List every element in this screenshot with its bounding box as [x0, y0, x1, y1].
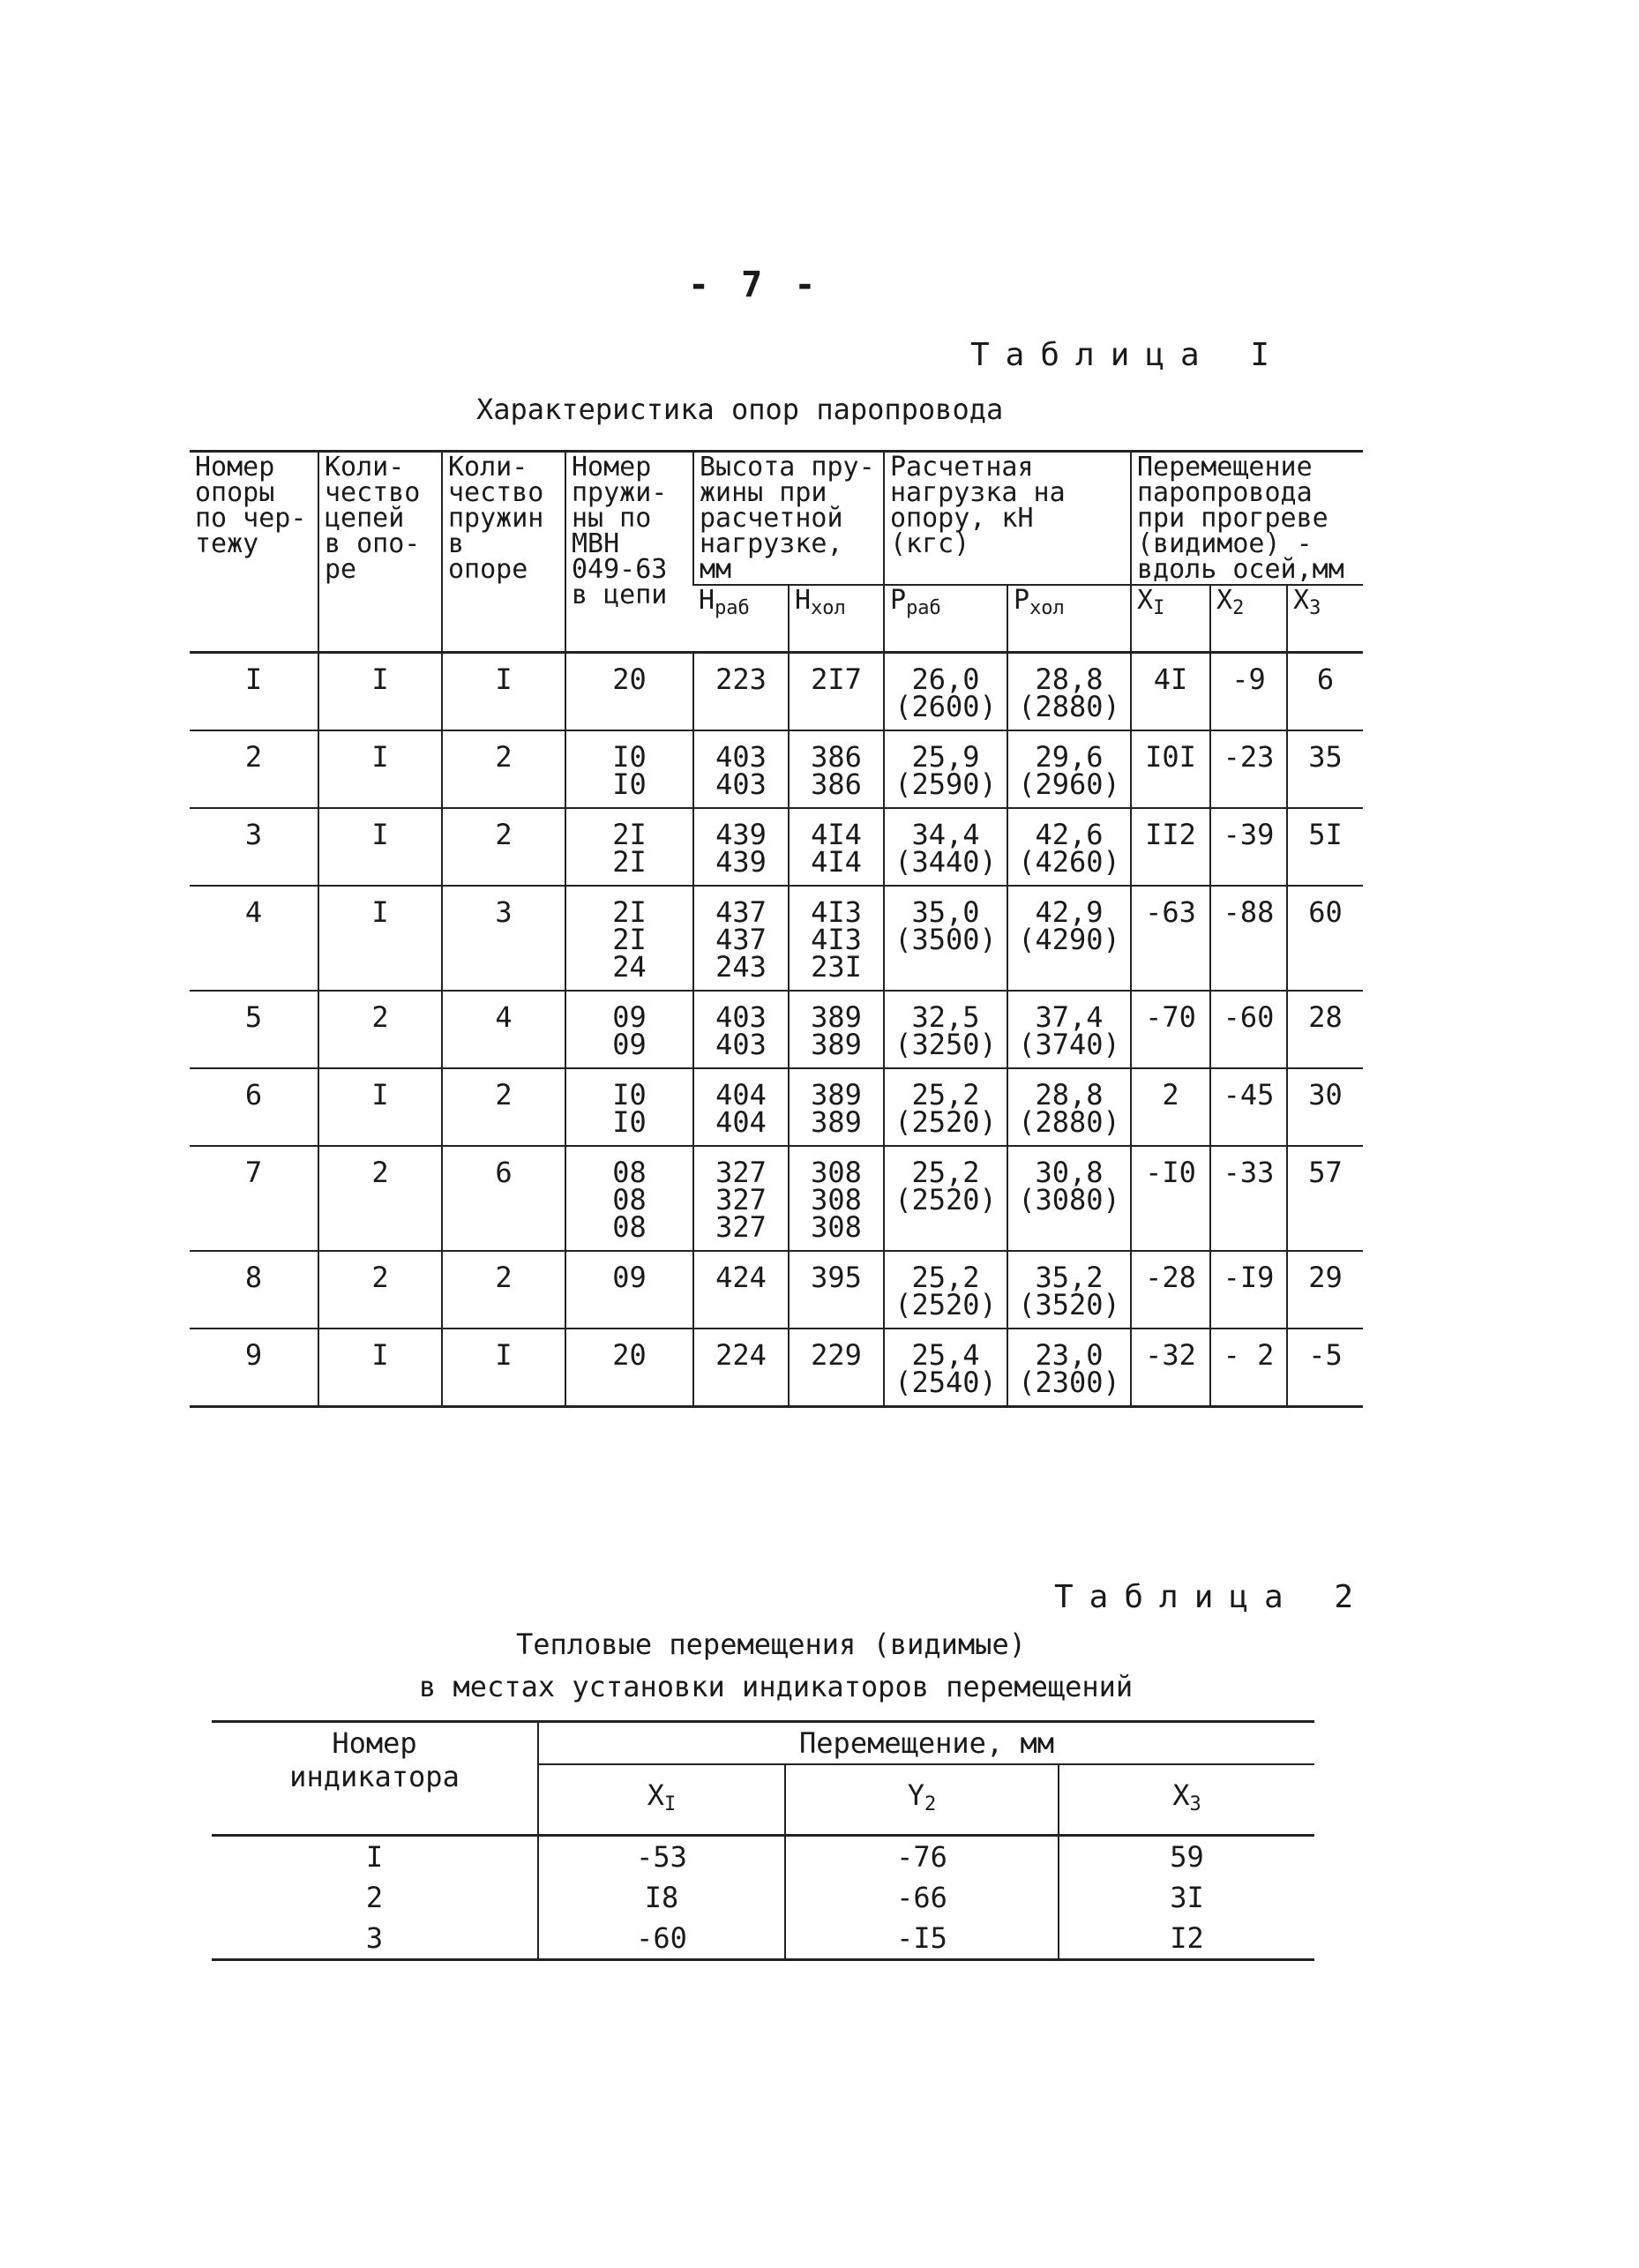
cell-x1: II2: [1131, 808, 1210, 886]
cell-p-cold: 35,2 (3520): [1007, 1251, 1131, 1329]
cell-springs: I: [442, 1329, 565, 1407]
cell-h-cold: 2I7: [789, 653, 884, 731]
cell-x3: -5: [1287, 1329, 1363, 1407]
cell-p-work: 25,2 (2520): [884, 1251, 1007, 1329]
cell-support: 9: [190, 1329, 318, 1407]
cell-springs: 4: [442, 991, 565, 1068]
cell-x1: -I0: [1131, 1146, 1210, 1251]
supports-table: [190, 450, 1363, 1408]
cell-x2: -23: [1210, 730, 1287, 808]
cell-support: 2: [190, 730, 318, 808]
cell-p-cold: 42,6 (4260): [1007, 808, 1131, 886]
cell-x1: I0I: [1131, 730, 1210, 808]
table-row: [190, 808, 1363, 886]
cell-x1: -28: [1131, 1251, 1210, 1329]
cell-x2: -I9: [1210, 1251, 1287, 1329]
cell-h-work: 403 403: [693, 991, 789, 1068]
cell-x3: 60: [1287, 886, 1363, 991]
table-row: [190, 653, 1363, 731]
cell-x1: 2: [1131, 1068, 1210, 1146]
cell-x1: -32: [1131, 1329, 1210, 1407]
cell-springs: 3: [442, 886, 565, 991]
cell-h-cold: 229: [789, 1329, 884, 1407]
cell-springs: 2: [442, 1068, 565, 1146]
cell-chains: I: [318, 886, 442, 991]
cell-chains: 2: [318, 1251, 442, 1329]
cell-x3: 3I: [1059, 1877, 1314, 1918]
subheader-x3: $X_3$: [1059, 1764, 1314, 1836]
cell-h-cold: 395: [789, 1251, 884, 1329]
cell-p-cold: 29,6 (2960): [1007, 730, 1131, 808]
table-row: [212, 1836, 1314, 1878]
indicators-table: [212, 1720, 1314, 1961]
cell-indicator: 2: [365, 1881, 384, 1914]
cell-x3: 35: [1287, 730, 1363, 808]
cell-h-work: 224: [693, 1329, 789, 1407]
cell-support: 4: [190, 886, 318, 991]
cell-spring-no: 09 09: [565, 991, 693, 1068]
header-design-load: Расчетная нагрузка на опору, кН (кгс): [884, 452, 1131, 586]
cell-h-cold: 308 308 308: [789, 1146, 884, 1251]
table-row: [212, 1918, 1314, 1960]
header-displacement: Перемещение паропровода при прогреве (видимое) - вдоль осей,мм: [1131, 452, 1363, 586]
cell-x2: -76: [785, 1836, 1059, 1878]
cell-p-cold: 42,9 (4290): [1007, 886, 1131, 991]
cell-x1: -60: [538, 1918, 785, 1960]
cell-p-work: 35,0 (3500): [884, 886, 1007, 991]
cell-chains: I: [318, 653, 442, 731]
cell-chains: 2: [318, 991, 442, 1068]
table-row: [190, 1251, 1363, 1329]
cell-p-cold: 23,0 (2300): [1007, 1329, 1131, 1407]
cell-h-cold: 389 389: [789, 1068, 884, 1146]
cell-p-cold: 28,8 (2880): [1007, 653, 1131, 731]
cell-p-cold: 30,8 (3080): [1007, 1146, 1131, 1251]
cell-support: 5: [190, 991, 318, 1068]
cell-p-work: 34,4 (3440): [884, 808, 1007, 886]
cell-x2: -I5: [785, 1918, 1059, 1960]
cell-x2: -39: [1210, 808, 1287, 886]
cell-spring-no: 2I 2I 24: [565, 886, 693, 991]
cell-chains: I: [318, 730, 442, 808]
cell-support: 6: [190, 1068, 318, 1146]
cell-x1: 4I: [1131, 653, 1210, 731]
subheader-h-cold: $H_{хол}$: [789, 585, 884, 653]
cell-spring-no: I0 I0: [565, 730, 693, 808]
cell-spring-no: 2I 2I: [565, 808, 693, 886]
cell-x3: I2: [1059, 1918, 1314, 1960]
subheader-p-work: $P_{раб}$: [884, 585, 1007, 653]
cell-springs: 6: [442, 1146, 565, 1251]
subheader-x2: $X_2$: [1210, 585, 1287, 653]
header-support-no: Номер опоры по чер- тежу: [190, 452, 318, 653]
header-chains: Коли- чество цепей в опо- ре: [318, 452, 442, 653]
table-row: [190, 1146, 1363, 1251]
header-spring-height: Высота пру- жины при расчетной нагрузке, мм: [693, 452, 884, 586]
cell-spring-no: 20: [565, 653, 693, 731]
cell-h-work: 327 327 327: [693, 1146, 789, 1251]
table-row: [190, 886, 1363, 991]
header-spring-no: Номер пружи- ны по МВН 049-63 в цепи: [565, 452, 693, 653]
cell-springs: 2: [442, 730, 565, 808]
cell-p-work: 25,9 (2590): [884, 730, 1007, 808]
cell-x1: I8: [538, 1877, 785, 1918]
cell-x3: 6: [1287, 653, 1363, 731]
header-springs: Коли- чество пружин в опоре: [442, 452, 565, 653]
subheader-x3: $X_3$: [1287, 585, 1363, 653]
cell-x2: -9: [1210, 653, 1287, 731]
table2-title-line2: в местах установки индикаторов перемещений: [419, 1670, 1134, 1703]
cell-chains: I: [318, 1068, 442, 1146]
cell-x1: -63: [1131, 886, 1210, 991]
cell-chains: I: [318, 808, 442, 886]
cell-chains: 2: [318, 1146, 442, 1251]
cell-x2: -60: [1210, 991, 1287, 1068]
cell-p-work: 25,2 (2520): [884, 1146, 1007, 1251]
cell-chains: I: [318, 1329, 442, 1407]
cell-x3: 59: [1059, 1836, 1314, 1878]
cell-h-work: 437 437 243: [693, 886, 789, 991]
cell-x2: -45: [1210, 1068, 1287, 1146]
page-number: - 7 -: [688, 265, 821, 305]
cell-spring-no: 08 08 08: [565, 1146, 693, 1251]
cell-x2: - 2: [1210, 1329, 1287, 1407]
cell-p-work: 32,5 (3250): [884, 991, 1007, 1068]
table-row: [190, 991, 1363, 1068]
cell-spring-no: 20: [565, 1329, 693, 1407]
cell-indicator: I: [212, 1836, 538, 1878]
cell-h-work: 223: [693, 653, 789, 731]
table-row: [190, 1068, 1363, 1146]
cell-indicator: 3: [212, 1918, 538, 1960]
cell-x3: 5I: [1287, 808, 1363, 886]
cell-p-work: 26,0 (2600): [884, 653, 1007, 731]
cell-x2: -33: [1210, 1146, 1287, 1251]
cell-x3: 30: [1287, 1068, 1363, 1146]
subheader-x2: $Y_2$: [785, 1764, 1059, 1836]
cell-x1: -53: [538, 1836, 785, 1878]
cell-x2: -88: [1210, 886, 1287, 991]
cell-x1: -70: [1131, 991, 1210, 1068]
cell-spring-no: 09: [565, 1251, 693, 1329]
subheader-p-cold: $P_{хол}$: [1007, 585, 1131, 653]
cell-h-cold: 389 389: [789, 991, 884, 1068]
cell-x2: -66: [785, 1877, 1059, 1918]
table-row: [212, 1877, 1314, 1918]
table2-title-line1: Тепловые перемещения (видимые): [516, 1628, 1026, 1661]
table2-label: Таблица 2: [1054, 1579, 1370, 1615]
table-row: [190, 730, 1363, 808]
table1-label: Таблица I: [970, 337, 1286, 373]
cell-springs: 2: [442, 1251, 565, 1329]
cell-h-cold: 4I3 4I3 23I: [789, 886, 884, 991]
cell-springs: 2: [442, 808, 565, 886]
cell-h-work: 439 439: [693, 808, 789, 886]
cell-support: 7: [190, 1146, 318, 1251]
cell-h-cold: 386 386: [789, 730, 884, 808]
cell-h-cold: 4I4 4I4: [789, 808, 884, 886]
cell-support: 3: [190, 808, 318, 886]
header-displacement-mm: Перемещение, мм: [538, 1722, 1314, 1765]
cell-support: I: [190, 653, 318, 731]
cell-spring-no: I0 I0: [565, 1068, 693, 1146]
cell-support: 8: [190, 1251, 318, 1329]
cell-p-work: 25,4 (2540): [884, 1329, 1007, 1407]
subheader-h-work: $H_{раб}$: [693, 585, 789, 653]
subheader-x1: $X_I$: [1131, 585, 1210, 653]
cell-p-cold: 37,4 (3740): [1007, 991, 1131, 1068]
cell-h-work: 404 404: [693, 1068, 789, 1146]
cell-h-work: 424: [693, 1251, 789, 1329]
table-row: [190, 1329, 1363, 1407]
cell-x3: 28: [1287, 991, 1363, 1068]
table1-title: Характеристика опор паропровода: [476, 393, 1004, 426]
cell-x3: 57: [1287, 1146, 1363, 1251]
cell-p-work: 25,2 (2520): [884, 1068, 1007, 1146]
cell-h-work: 403 403: [693, 730, 789, 808]
cell-x3: 29: [1287, 1251, 1363, 1329]
cell-p-cold: 28,8 (2880): [1007, 1068, 1131, 1146]
header-indicator-no: Номер индикатора: [212, 1722, 538, 1836]
cell-springs: I: [442, 653, 565, 731]
subheader-x1: $X_I$: [538, 1764, 785, 1836]
